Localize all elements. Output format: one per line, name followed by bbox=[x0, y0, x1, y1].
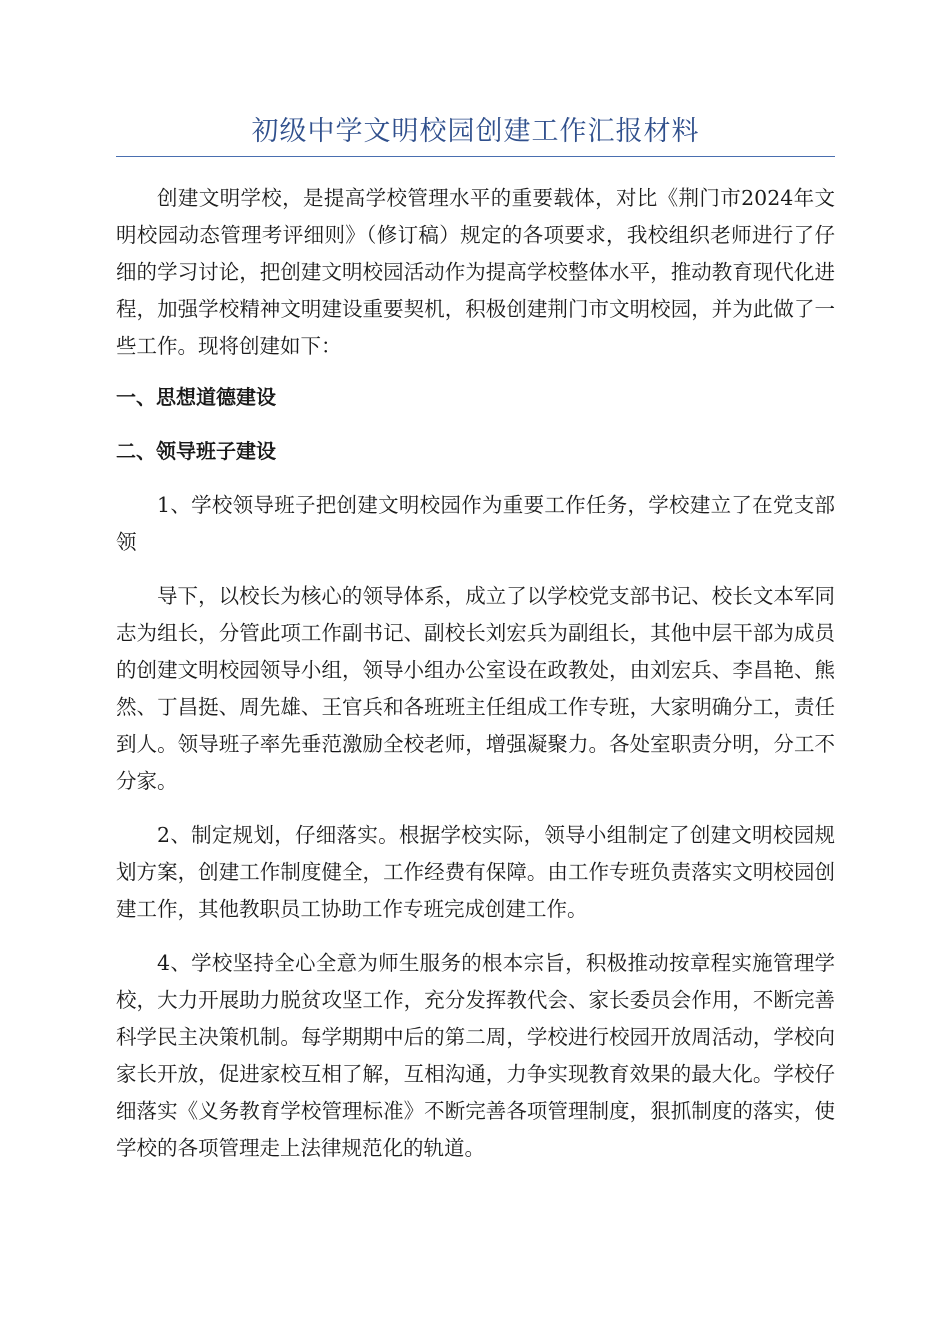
paragraph-item-4: 4、学校坚持全心全意为师生服务的根本宗旨，积极推动按章程实施管理学校，大力开展助力脱贫攻坚工作，充分发挥教代会、家长委员会作用，不断完善科学民主决策机制。每学期期中后的第二周，学校进行校园开放周活动，学校向家长开放，促进家校互相了解，互相沟通，力争实现教育效果的最大化。学校仔细落实《义务教育学校管理标准》不断完善各项管理制度，狠抓制度的落实，使学校的各项管理走上法律规范化的轨道。 bbox=[116, 951, 835, 1160]
document-page bbox=[116, 110, 835, 1167]
section-heading-ideology: 一、思想道德建设 bbox=[116, 385, 276, 409]
paragraph-item-1: 1、学校领导班子把创建文明校园作为重要工作任务，学校建立了在党支部领 bbox=[116, 493, 835, 554]
section-heading-leadership: 二、领导班子建设 bbox=[116, 439, 276, 463]
intro-paragraph: 创建文明学校，是提高学校管理水平的重要载体，对比《荆门市2024年文明校园动态管理考评细则》（修订稿）规定的各项要求，我校组织老师进行了仔细的学习讨论，把创建文明校园活动作为提高学校整体水平，推动教育现代化进程，加强学校精神文明建设重要契机，积极创建荆门市文明校园，并为此做了一些工作。现将创建如下： bbox=[116, 186, 835, 358]
paragraph-item-2: 2、制定规划，仔细落实。根据学校实际，领导小组制定了创建文明校园规划方案，创建工作制度健全，工作经费有保障。由工作专班负责落实文明校园创建工作，其他教职员工协助工作专班完成创建工作。 bbox=[116, 823, 835, 921]
document-title: 初级中学文明校园创建工作汇报材料 bbox=[116, 110, 835, 157]
paragraph-item-1-continued: 导下，以校长为核心的领导体系，成立了以学校党支部书记、校长文本军同志为组长，分管此项工作副书记、副校长刘宏兵为副组长，其他中层干部为成员的创建文明校园领导小组，领导小组办公室设在政教处，由刘宏兵、李昌艳、熊然、丁昌挺、周先雄、王官兵和各班班主任组成工作专班，大家明确分工，责任到人。领导班子率先垂范激励全校老师，增强凝聚力。各处室职责分明，分工不分家。 bbox=[116, 584, 835, 793]
